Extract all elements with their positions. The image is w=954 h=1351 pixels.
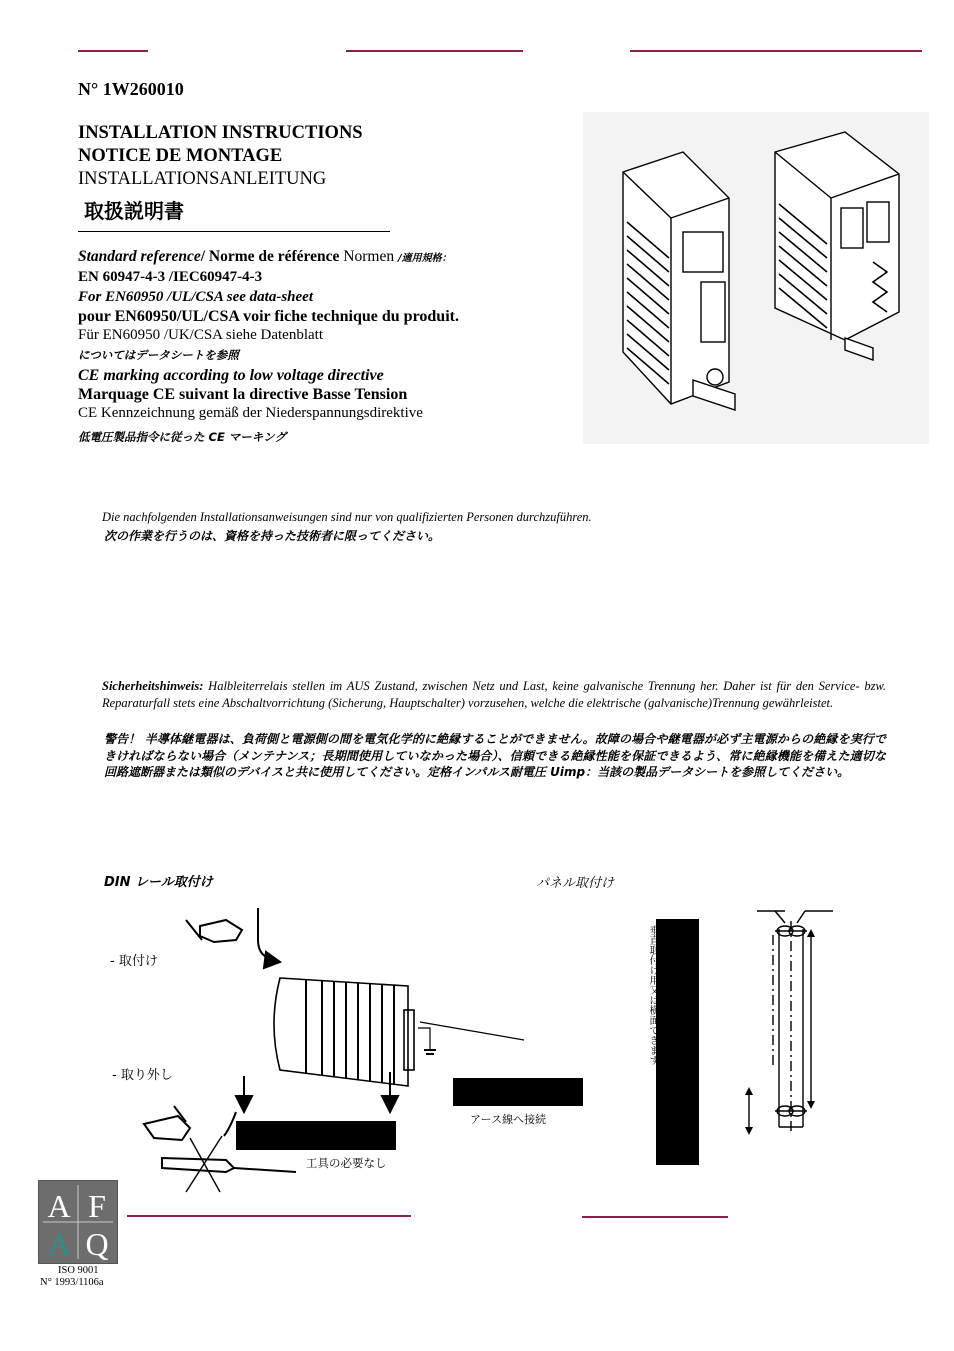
for-fr: pour EN60950/UL/CSA voir fiche technique du produit. — [78, 308, 459, 325]
title-en: INSTALLATION INSTRUCTIONS — [78, 123, 363, 143]
standard-reference-line — [78, 248, 452, 266]
for-en: For EN60950 /UL/CSA see data-sheet — [78, 289, 314, 305]
safety-jp-text: 半導体継電器は、負荷側と電源側の間を電気化学的に絶縁することができません。故障の場合や継電器が必ず主電源からの絶縁を実行できければならない場合（メンテナンス；長期間使用していなかった場合）、信頼できる絶縁性能を保証できるよう、常に絶縁機能を備えた適切な回路遮断器または類似のデバイスと共に使用してください。定格インパルス耐電圧 Uimp：当該の製品データシートを参照してください。 — [104, 732, 886, 779]
mount-label: - 取付け — [110, 954, 158, 969]
title-jp: 取扱説明書 — [84, 199, 184, 223]
afaq-logo-letters — [39, 1181, 117, 1263]
bottom-rule-right — [582, 1216, 728, 1218]
title-divider — [78, 231, 390, 232]
product-illustration — [583, 112, 929, 444]
ref-de: Normen — [339, 248, 395, 265]
doc-number: N° 1W260010 — [78, 79, 184, 99]
ce-fr: Marquage CE suivant la directive Basse Tension — [78, 386, 408, 403]
cert-number: N° 1993/1106a — [40, 1277, 104, 1288]
top-rule-right — [630, 50, 922, 52]
panel-hole-diagram — [745, 905, 840, 1140]
redaction-block-din — [236, 1121, 396, 1150]
ce-en: CE marking according to low voltage directive — [78, 367, 384, 384]
for-de: Für EN60950 /UK/CSA siehe Datenblatt — [78, 327, 323, 343]
din-title: DIN レール取付け — [104, 875, 213, 890]
qualified-jp: 次の作業を行うのは、資格を持った技術者に限ってください。 — [104, 529, 441, 543]
safety-de-text: Halbleiterrelais stellen im AUS Zustand, zwischen Netz und Last, keine galvanische Trennung her. Daher ist für den Service- bzw. Reparaturfall stets eine Abschaltvorrichtung (Sicherung, Hauptschalter) vorzusehen, welche die elektrische (galvanische)Trennung gewährleistet. — [102, 679, 886, 710]
for-jp: についてはデータシートを参照 — [78, 348, 239, 362]
svg-text:F: F — [88, 1188, 106, 1224]
svg-text:A: A — [47, 1226, 71, 1262]
safety-jp-label: 警告！ — [104, 732, 141, 746]
ref-fr: / Norme de référence — [200, 248, 340, 265]
ref-en: Standard reference — [78, 248, 201, 265]
remove-label: - 取り外し — [112, 1068, 173, 1083]
safety-de-label: Sicherheitshinweis: — [102, 679, 204, 693]
top-rule-left — [78, 50, 148, 52]
ce-de: CE Kennzeichnung gemäß der Niederspannungsdirektive — [78, 405, 423, 421]
afaq-logo — [38, 1180, 118, 1264]
svg-text:Q: Q — [85, 1226, 109, 1262]
earth-label: アース線へ接続 — [470, 1113, 547, 1126]
qualified-de: Die nachfolgenden Installationsanweisungen sind nur von qualifizierten Personen durchzuführen. — [102, 510, 592, 524]
iso-label: ISO 9001 — [58, 1265, 99, 1276]
redaction-block-earth — [453, 1078, 583, 1106]
ref-jp: /適用規格： — [397, 253, 452, 264]
panel-vertical-note: 垂直取付け用又は横面できます — [647, 925, 658, 1065]
title-fr: NOTICE DE MONTAGE — [78, 146, 283, 166]
no-tool-label: 工具の必要なし — [306, 1156, 387, 1170]
standard-en-line: EN 60947-4-3 /IEC60947-4-3 — [78, 269, 263, 285]
ce-jp: 低電圧製品指令に従った CE マーキング — [78, 430, 286, 444]
panel-title: パネル取付け — [536, 876, 615, 891]
redaction-block-panel — [656, 919, 699, 1165]
svg-text:A: A — [47, 1188, 71, 1224]
bottom-rule-left — [127, 1215, 411, 1217]
title-de: INSTALLATIONSANLEITUNG — [78, 169, 327, 189]
top-rule-mid — [346, 50, 523, 52]
safety-jp — [104, 731, 886, 781]
safety-de — [102, 678, 886, 711]
din-mount-diagram — [130, 900, 600, 1200]
